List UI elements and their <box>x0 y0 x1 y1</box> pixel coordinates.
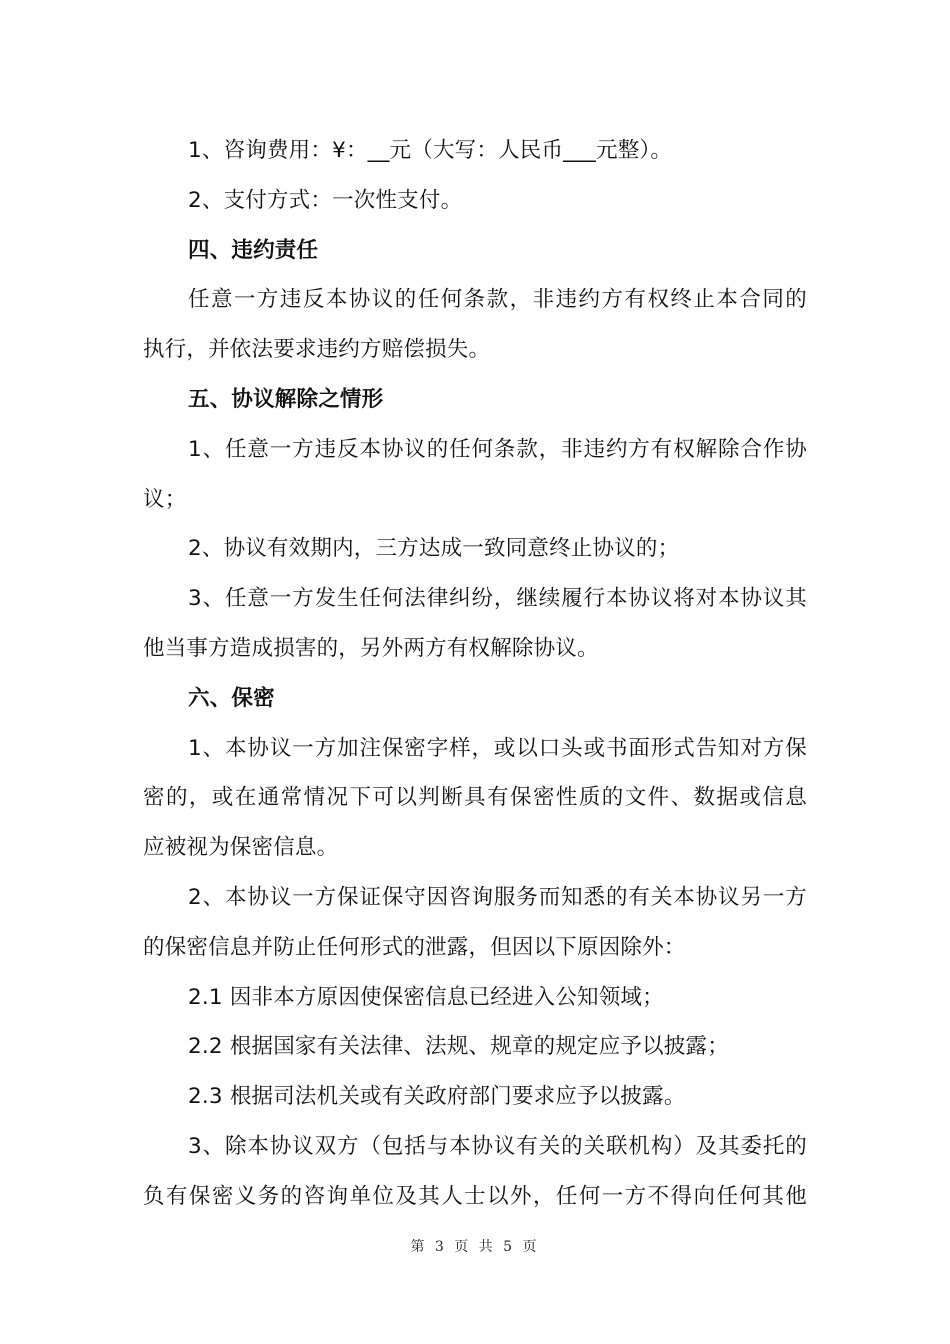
paragraph-line: 议； <box>143 486 187 512</box>
paragraph-line: 执行，并依法要求违约方赔偿损失。 <box>143 337 491 363</box>
paragraph-line: 2、协议有效期内，三方达成一致同意终止协议的； <box>188 536 680 562</box>
document-body <box>143 126 807 1222</box>
section-heading-confidentiality: 六、保密 <box>188 685 275 711</box>
clause-payment-method: 2、支付方式：一次性支付。 <box>188 187 463 213</box>
paragraph-line: 负有保密义务的咨询单位及其人士以外，任何一方不得向任何其他 <box>143 1183 807 1209</box>
paragraph-line: 1、本协议一方加注保密字样，或以口头或书面形式告知对方保 <box>188 735 807 761</box>
section-heading-termination: 五、协议解除之情形 <box>188 386 384 412</box>
list-item: 2.1 因非本方原因使保密信息已经进入公知领域； <box>188 984 664 1010</box>
paragraph-line: 的保密信息并防止任何形式的泄露，但因以下原因除外： <box>143 934 686 960</box>
paragraph-line: 3、除本协议双方（包括与本协议有关的关联机构）及其委托的 <box>188 1133 807 1159</box>
paragraph-line: 密的，或在通常情况下可以判断具有保密性质的文件、数据或信息 <box>143 785 807 811</box>
list-item: 2.3 根据司法机关或有关政府部门要求应予以披露。 <box>188 1084 686 1110</box>
paragraph-line: 他当事方造成损害的，另外两方有权解除协议。 <box>143 635 599 661</box>
paragraph-line: 应被视为保密信息。 <box>143 835 339 861</box>
list-item: 2.2 根据国家有关法律、法规、规章的规定应予以披露； <box>188 1034 729 1060</box>
page-number-footer: 第 3 页 共 5 页 <box>410 1239 540 1255</box>
paragraph-line: 1、任意一方违反本协议的任何条款，非违约方有权解除合作协 <box>188 436 807 462</box>
clause-fee: 1、咨询费用：¥：__元（大写：人民币___元整）。 <box>188 138 673 163</box>
paragraph-line: 3、任意一方发生任何法律纠纷，继续履行本协议将对本协议其 <box>188 586 807 612</box>
section-heading-breach: 四、违约责任 <box>188 237 319 263</box>
paragraph-line: 任意一方违反本协议的任何条款，非违约方有权终止本合同的 <box>188 287 807 313</box>
paragraph-line: 2、本协议一方保证保守因咨询服务而知悉的有关本协议另一方 <box>188 884 807 910</box>
